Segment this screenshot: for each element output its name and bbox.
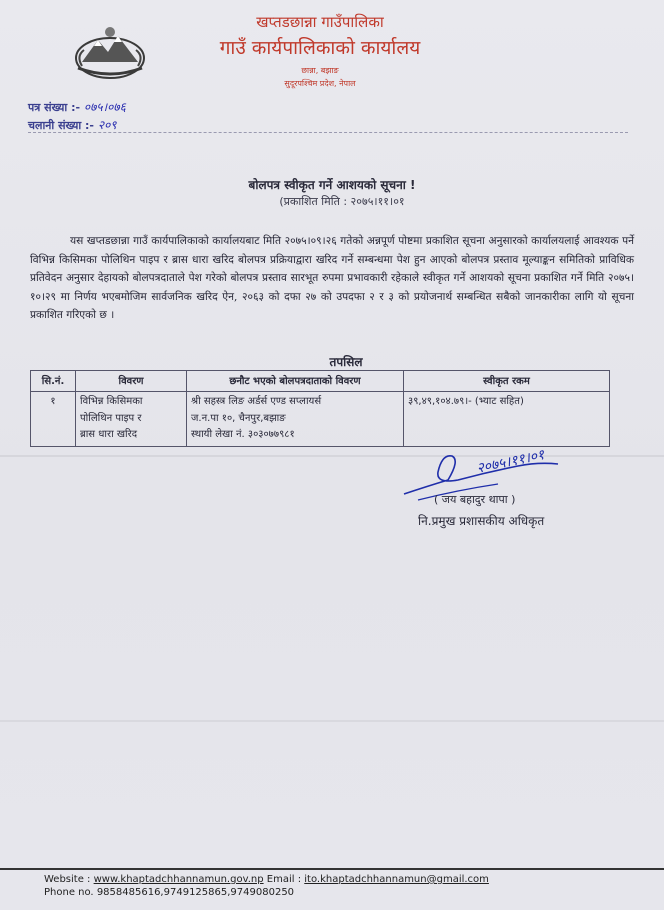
office-name: गाउँ कार्यपालिकाको कार्यालय bbox=[219, 37, 421, 59]
footer-divider bbox=[0, 868, 664, 870]
letterhead bbox=[170, 12, 470, 89]
office-address: छान्ना, बझाङ bbox=[301, 66, 339, 75]
footer-phone-row bbox=[44, 886, 489, 899]
notice-body: यस खप्तडछान्ना गाउँ कार्यपालिकाको कार्यालयबाट मिति २०७५।०९।२६ गतेको अन्नपूर्ण पोष्टमा प्रकाशित सूचना अनुसारको कार्यालयलाई आवश्यक पर्ने विभिन्न किसिमका पोलिथिन पाइप र ब्रास धारा खरिद बोलपत्र प्रक्रियाद्वारा खरिद गर्ने सम्बन्धमा पेश हुन आएको बोलपत्र प्रस्ताव मूल्याङ्कन समितिको प्राविधिक प्रतिवेदन अनुसार देहायको बोलपत्रदाताले पेश गरेको बोलपत्र प्रस्ताव सारभूत रुपमा प्रभावकारी रहेकाले स्वीकृत गर्ने आशयको सूचना प्रकाशित गर्ने मिति २०७५।१०।२९ मा निर्णय भएबमोजिम सार्वजनिक खरिद ऐन, २०६३ को दफा २७ को उपदफा २ र ३ को प्रयोजनार्थ सम्बन्धित सबैको जानकारीका लागि यो सूचना प्रकाशित गरिएको छ । bbox=[30, 235, 634, 321]
bidder-line: स्थायी लेखा नं. ३०३०७७९८१ bbox=[191, 429, 295, 440]
footer-web-row bbox=[44, 873, 489, 886]
col-bidder: छनौट भएको बोलपत्रदाताको विवरण bbox=[187, 371, 404, 392]
cell-amount: ३९,४९,१०४.७९।- (भ्याट सहित) bbox=[404, 392, 610, 447]
cell-bidder bbox=[187, 392, 404, 447]
signature-date: २०७५।११।०१ bbox=[475, 447, 546, 477]
bid-table bbox=[30, 370, 610, 447]
phone-label: Phone no. bbox=[44, 887, 94, 898]
dispatch-number-label: चलानी संख्या :- bbox=[28, 119, 94, 132]
letter-number bbox=[28, 98, 126, 116]
table-header-row bbox=[31, 371, 610, 392]
signer-designation: नि.प्रमुख प्रशासकीय अधिकृत bbox=[418, 514, 545, 528]
description-line: ब्रास धारा खरिद bbox=[80, 429, 138, 440]
bidder-line: ज.न.पा १०, चैनपुर,बझाङ bbox=[191, 412, 286, 424]
schedule-heading: तपसिल bbox=[329, 355, 363, 369]
publish-date: (प्रकाशित मिति : २०७५।११।०१ bbox=[279, 195, 405, 208]
fold-line bbox=[0, 720, 664, 722]
municipality-name: खप्तडछान्ना गाउँपालिका bbox=[256, 13, 384, 31]
table-row bbox=[31, 392, 610, 447]
letter-number-label: पत्र संख्या :- bbox=[28, 101, 81, 114]
website-label: Website : bbox=[44, 874, 91, 885]
description-line: विभिन्न किसिमका bbox=[80, 396, 143, 407]
description-line: पोलिथिन पाइप र bbox=[80, 412, 142, 424]
cell-serial: १ bbox=[31, 392, 76, 447]
signer-name: ( जय बहादुर थापा ) bbox=[434, 493, 516, 506]
cell-description bbox=[76, 392, 187, 447]
email-link[interactable]: ito.khaptadchhannamun@gmail.com bbox=[304, 874, 489, 885]
footer bbox=[44, 873, 489, 899]
nepal-emblem-icon bbox=[68, 22, 152, 82]
col-serial: सि.नं. bbox=[31, 371, 76, 392]
bidder-line: श्री सहस्त्र लिङ अर्डर्स एण्ड सप्लायर्स bbox=[191, 396, 322, 407]
website-link[interactable]: www.khaptadchhannamun.gov.np bbox=[93, 874, 264, 885]
office-province: सुदूरपश्चिम प्रदेश, नेपाल bbox=[284, 79, 356, 88]
header-divider bbox=[28, 132, 628, 133]
phone-numbers: 9858485616,9749125865,9749080250 bbox=[96, 887, 295, 898]
letter-number-value: ०७५।०७६ bbox=[83, 100, 126, 114]
col-amount: स्वीकृत रकम bbox=[404, 371, 610, 392]
dispatch-number-value: २०९ bbox=[97, 118, 117, 132]
notice-title: बोलपत्र स्वीकृत गर्ने आशयको सूचना ! bbox=[248, 178, 416, 192]
col-description: विवरण bbox=[76, 371, 187, 392]
reference-numbers bbox=[28, 98, 126, 134]
email-label: Email : bbox=[266, 874, 302, 885]
